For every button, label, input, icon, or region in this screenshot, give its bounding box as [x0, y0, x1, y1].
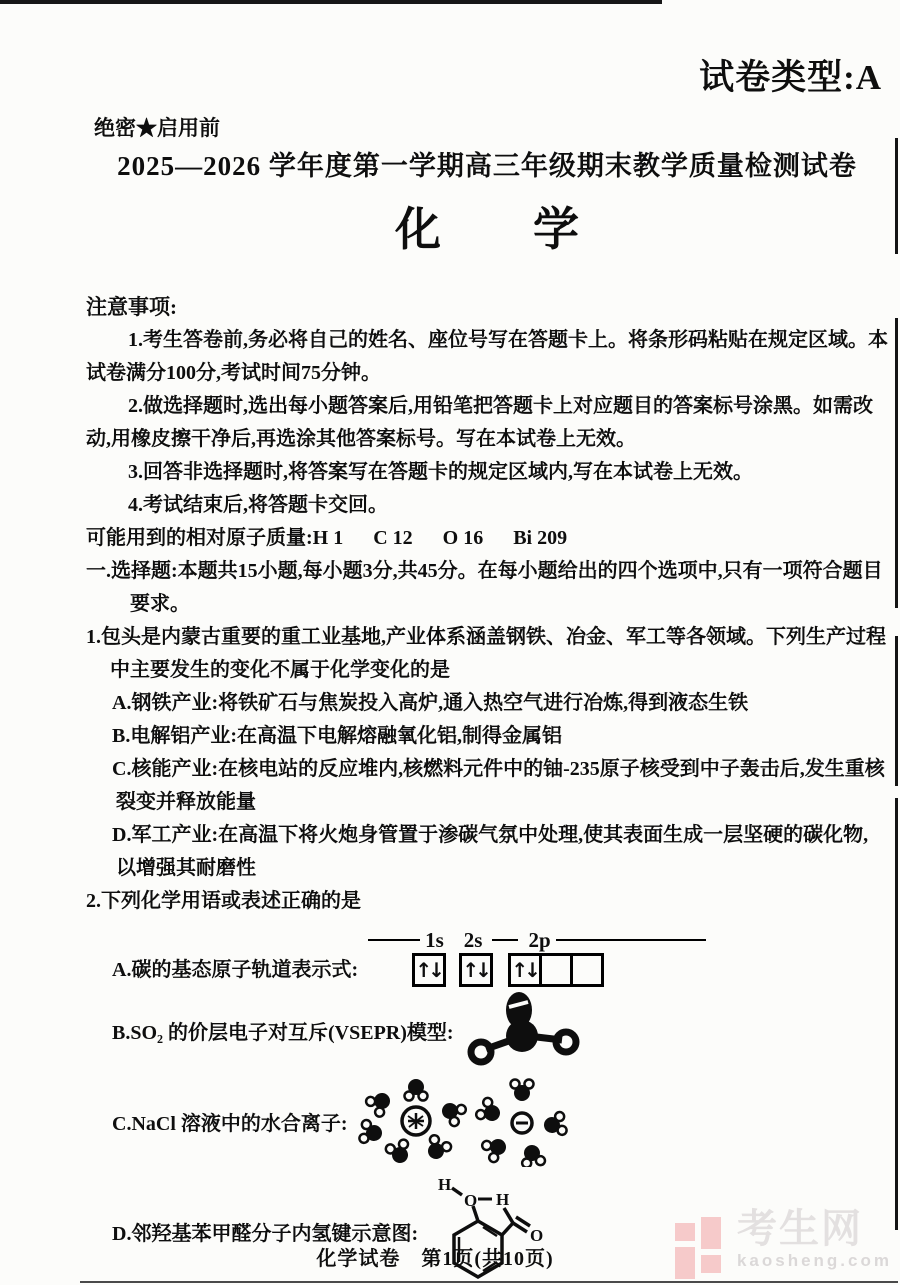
option-c-label: C.NaCl 溶液中的水合离子: — [112, 1112, 348, 1135]
paper-type-label: 试卷类型:A — [699, 58, 882, 97]
aldehyde-hydrogen: H — [496, 1190, 510, 1209]
hydrated-anion — [474, 1080, 567, 1168]
orbital-rule-line — [368, 939, 420, 941]
kaosheng-watermark — [673, 1207, 892, 1281]
orbital-box-2p-group — [508, 953, 604, 987]
central-atom — [506, 1020, 538, 1052]
orbital-rule-line — [556, 939, 706, 941]
question-2-option-b — [112, 991, 888, 1069]
so2-vsepr-model-figure — [462, 991, 584, 1069]
hydrated-ions-figure — [356, 1075, 571, 1167]
hydrated-cation — [358, 1079, 467, 1166]
watermark-site-name: 考生网 — [736, 1206, 863, 1251]
question-1-option-a: A.钢铁产业:将铁矿石与焦炭投入高炉,通入热空气进行冶炼,得到液态生铁 — [112, 692, 749, 714]
orbital-box-1s: ↑↓ — [412, 953, 446, 987]
scan-artifact-right-line — [895, 318, 898, 608]
subject-title: 化 学 — [395, 204, 579, 255]
question-1-option-c: C.核能产业:在核电站的反应堆内,核燃料元件中的铀-235原子核受到中子轰击后,发生重核裂变并释放能量 — [112, 758, 885, 813]
notes-heading: 注意事项: — [86, 295, 177, 319]
kaosheng-logo-icon — [673, 1215, 727, 1281]
phenol-hydrogen: H — [438, 1175, 452, 1194]
orbital-box-2s: ↑↓ — [459, 953, 493, 987]
orbital-box-2p-2-empty — [542, 953, 573, 987]
page-footer: 化学试卷 第1页(共10页) — [316, 1248, 554, 1270]
orbital-label-1s: 1s — [425, 927, 444, 952]
orbital-box-2p-3-empty — [573, 953, 604, 987]
question-2-stem: 2.下列化学用语或表述正确的是 — [86, 890, 361, 912]
orbital-rule-line — [492, 939, 518, 941]
question-2-option-c — [112, 1075, 888, 1167]
option-d-label: D.邻羟基苯甲醛分子内氢键示意图: — [112, 1222, 419, 1245]
option-a-label: A.碳的基态原子轨道表示式: — [112, 959, 359, 981]
atomic-mass-line: 可能用到的相对原子质量:H 1 C 12 O 16 Bi 209 — [86, 527, 568, 549]
note-item-1: 1.考生答卷前,务必将自己的姓名、座位号写在答题卡上。将条形码粘贴在规定区域。本试卷满分100分,考试时间75分钟。 — [86, 329, 888, 384]
scan-artifact-right-line — [895, 138, 898, 254]
watermark-site-domain: kaosheng.com — [736, 1251, 892, 1270]
orbital-labels — [368, 928, 706, 952]
terminal-atom-left — [471, 1042, 491, 1062]
orbital-box-2p-1: ↑↓ — [508, 953, 542, 987]
terminal-atom-right — [556, 1032, 576, 1052]
exam-title: 2025—2026 学年度第一学期高三年级期末教学质量检测试卷 — [117, 151, 857, 181]
scan-artifact-right-line — [895, 636, 898, 786]
secrecy-label: 绝密★启用前 — [94, 116, 220, 140]
option-b-label: B.SO₂ 的价层电子对互斥(VSEPR)模型: — [112, 1021, 454, 1044]
orbital-diagram — [368, 928, 706, 987]
scan-artifact-right-line — [895, 798, 898, 1230]
question-1-stem: 1.包头是内蒙古重要的重工业基地,产业体系涵盖钢铁、冶金、军工等各领域。下列生产过程中主要发生的变化不属于化学变化的是 — [86, 626, 886, 681]
note-item-3: 3.回答非选择题时,将答案写在答题卡的规定区域内,写在本试卷上无效。 — [128, 461, 753, 483]
question-1-option-d: D.军工产业:在高温下将火炮身管置于渗碳气氛中处理,使其表面生成一层坚硬的碳化物,以增强其耐磨性 — [112, 824, 869, 879]
note-item-2: 2.做选择题时,选出每小题答案后,用铅笔把答题卡上对应题目的答案标号涂黑。如需改动,用橡皮擦干净后,再选涂其他答案标号。写在本试卷上无效。 — [86, 395, 873, 450]
orbital-label-2s: 2s — [463, 927, 483, 952]
question-1-option-b: B.电解铝产业:在高温下电解熔融氧化铝,制得金属铝 — [112, 725, 562, 747]
orbital-boxes — [368, 953, 706, 987]
phenol-oxygen: O — [464, 1191, 478, 1210]
orbital-label-2p: 2p — [528, 927, 551, 952]
section-1-heading: 一.选择题:本题共15小题,每小题3分,共45分。在每小题给出的四个选项中,只有一项符合题目要求。 — [86, 560, 883, 615]
question-2-option-a — [112, 928, 888, 987]
aldehyde-oxygen: O — [530, 1226, 544, 1245]
note-item-4: 4.考试结束后,将答题卡交回。 — [128, 494, 388, 516]
